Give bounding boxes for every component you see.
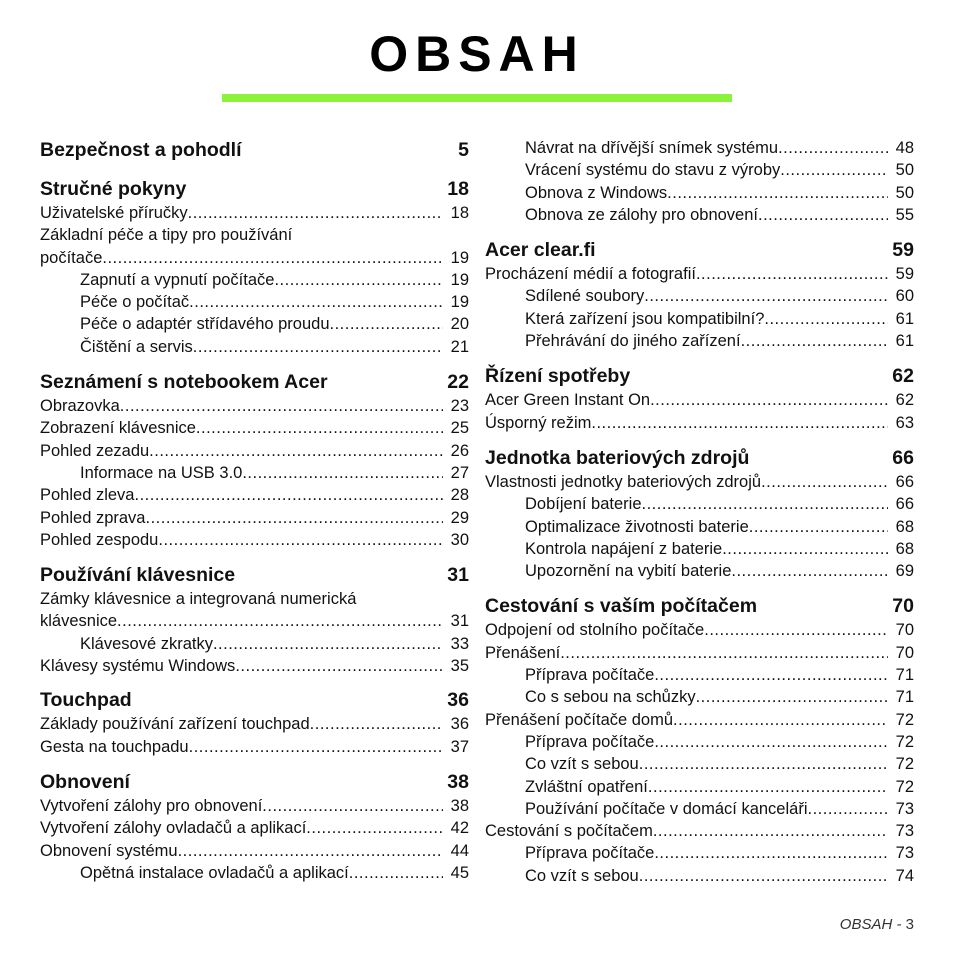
entry-page: 29 bbox=[450, 508, 469, 527]
entry-page: 19 bbox=[450, 293, 469, 312]
toc-entry[interactable] bbox=[485, 412, 914, 434]
toc-entry[interactable] bbox=[40, 610, 469, 632]
toc-entry[interactable] bbox=[485, 263, 914, 285]
toc-subentry[interactable] bbox=[485, 308, 914, 330]
entry-page: 55 bbox=[895, 205, 914, 224]
toc-subentry[interactable] bbox=[485, 798, 914, 820]
section-title: Bezpečnost a pohodlí bbox=[40, 139, 242, 161]
toc-entry[interactable] bbox=[40, 395, 469, 417]
toc-subentry[interactable] bbox=[40, 462, 469, 484]
entry-text: Procházení médií a fotografií bbox=[485, 265, 696, 284]
section-title: Stručné pokyny bbox=[40, 178, 187, 200]
toc-subentry[interactable] bbox=[485, 159, 914, 181]
entry-text: Obnova ze zálohy pro obnovení bbox=[525, 205, 758, 224]
toc-section[interactable] bbox=[485, 363, 914, 389]
toc-entry[interactable] bbox=[40, 529, 469, 551]
toc-entry[interactable] bbox=[40, 202, 469, 224]
entry-page: 71 bbox=[895, 666, 914, 685]
entry-text: Obnovení systému bbox=[40, 841, 178, 860]
toc-subentry[interactable] bbox=[485, 664, 914, 686]
toc-section[interactable] bbox=[40, 369, 469, 395]
entry-text: Přehrávání do jiného zařízení bbox=[525, 332, 741, 351]
section-title: Jednotka bateriových zdrojů bbox=[485, 446, 750, 469]
entry-page: 25 bbox=[450, 419, 469, 438]
entry-text: klávesnice bbox=[40, 612, 118, 631]
entry-page: 30 bbox=[450, 530, 469, 549]
entry-page: 28 bbox=[450, 486, 469, 505]
entry-text: Péče o adaptér střídavého proudu bbox=[80, 315, 330, 334]
entry-text: Příprava počítače bbox=[525, 844, 655, 863]
entry-text: Klávesy systému Windows bbox=[40, 657, 236, 676]
entry-text: Vlastnosti jednotky bateriových zdrojů bbox=[485, 472, 762, 491]
toc-entry[interactable] bbox=[40, 417, 469, 439]
entry-page: 37 bbox=[450, 737, 469, 756]
toc-subentry[interactable] bbox=[40, 336, 469, 358]
entry-page: 31 bbox=[450, 612, 469, 631]
section-title: Cestování s vaším počítačem bbox=[485, 595, 758, 618]
entry-text: Informace na USB 3.0 bbox=[80, 463, 243, 482]
footer-label: OBSAH - bbox=[839, 916, 902, 933]
section-page: 31 bbox=[447, 564, 469, 587]
entry-page: 70 bbox=[895, 621, 914, 640]
entry-page: 72 bbox=[895, 710, 914, 729]
toc-subentry[interactable] bbox=[485, 330, 914, 352]
entry-page: 18 bbox=[450, 204, 469, 222]
toc-subentry[interactable] bbox=[485, 516, 914, 538]
entry-text: Vytvoření zálohy ovladačů a aplikací bbox=[40, 819, 307, 838]
toc-entry[interactable] bbox=[485, 389, 914, 411]
entry-text: Čištění a servis bbox=[80, 337, 193, 356]
section-title: Touchpad bbox=[40, 689, 132, 712]
entry-page: 73 bbox=[895, 822, 914, 841]
toc-entry[interactable] bbox=[40, 713, 469, 735]
entry-page: 50 bbox=[895, 161, 914, 180]
section-title: Řízení spotřeby bbox=[485, 365, 631, 388]
entry-text: Obrazovka bbox=[40, 397, 120, 416]
section-page: 66 bbox=[892, 446, 914, 469]
toc-entry[interactable] bbox=[40, 795, 469, 817]
toc-subentry[interactable] bbox=[40, 313, 469, 335]
toc-right-column bbox=[485, 137, 914, 887]
entry-page: 27 bbox=[450, 463, 469, 482]
toc-section[interactable] bbox=[485, 237, 914, 263]
section-page: 62 bbox=[892, 365, 914, 388]
toc-entry[interactable] bbox=[485, 642, 914, 664]
toc-entry[interactable] bbox=[485, 619, 914, 641]
page-title: OBSAH bbox=[369, 26, 585, 82]
toc-section[interactable] bbox=[40, 176, 469, 202]
section-title: Acer clear.fi bbox=[485, 239, 596, 262]
entry-text: Vytvoření zálohy pro obnovení bbox=[40, 796, 263, 815]
entry-text: Používání počítače v domácí kanceláři bbox=[525, 799, 808, 818]
entry-page: 19 bbox=[450, 270, 469, 289]
entry-text: Uživatelské příručky bbox=[40, 204, 188, 222]
entry-page: 63 bbox=[895, 413, 914, 432]
entry-text: Pohled zezadu bbox=[40, 441, 150, 460]
section-page: 5 bbox=[458, 139, 469, 161]
entry-page: 68 bbox=[895, 517, 914, 536]
entry-text: Upozornění na vybití baterie bbox=[525, 562, 732, 581]
entry-page: 36 bbox=[450, 715, 469, 734]
entry-text: Optimalizace životnosti baterie bbox=[525, 517, 749, 536]
entry-page: 50 bbox=[895, 183, 914, 202]
toc-section[interactable] bbox=[40, 769, 469, 795]
toc-section[interactable] bbox=[40, 562, 469, 588]
toc-subentry[interactable] bbox=[485, 753, 914, 775]
toc-subentry[interactable] bbox=[485, 842, 914, 864]
toc-subentry[interactable] bbox=[485, 204, 914, 226]
entry-text: Základy používání zařízení touchpad bbox=[40, 715, 310, 734]
page-footer bbox=[840, 916, 914, 933]
entry-text: Acer Green Instant On bbox=[485, 391, 651, 410]
entry-text: Opětná instalace ovladačů a aplikací bbox=[80, 863, 349, 882]
entry-text: Zvláštní opatření bbox=[525, 777, 648, 796]
entry-page: 72 bbox=[895, 732, 914, 751]
entry-text: Co vzít s sebou bbox=[525, 866, 639, 885]
section-page: 22 bbox=[447, 371, 469, 394]
toc-subentry[interactable] bbox=[40, 269, 469, 291]
entry-page: 59 bbox=[895, 265, 914, 284]
entry-page: 68 bbox=[895, 539, 914, 558]
entry-text: Pohled zespodu bbox=[40, 530, 159, 549]
entry-page: 61 bbox=[895, 332, 914, 351]
entry-text: Pohled zleva bbox=[40, 486, 135, 505]
entry-text: Návrat na dřívější snímek systému bbox=[525, 139, 779, 157]
toc-entry[interactable] bbox=[40, 247, 469, 269]
section-title: Obnovení bbox=[40, 770, 130, 793]
toc-subentry[interactable] bbox=[485, 865, 914, 887]
toc-entry-line[interactable]: Zámky klávesnice a integrovaná numerická bbox=[40, 590, 357, 609]
entry-text: Sdílené soubory bbox=[525, 287, 645, 306]
entry-page: 60 bbox=[895, 287, 914, 306]
entry-text: Vrácení systému do stavu z výroby bbox=[525, 161, 781, 180]
entry-text: Kontrola napájení z baterie bbox=[525, 539, 723, 558]
entry-text: Dobíjení baterie bbox=[525, 495, 642, 514]
entry-page: 66 bbox=[895, 495, 914, 514]
section-page: 18 bbox=[447, 178, 469, 200]
section-page: 38 bbox=[447, 770, 469, 793]
entry-page: 72 bbox=[895, 755, 914, 774]
toc-left-column bbox=[40, 137, 469, 884]
entry-page: 19 bbox=[450, 248, 469, 267]
toc-subentry[interactable] bbox=[40, 291, 469, 313]
toc-entry-line[interactable]: Základní péče a tipy pro používání bbox=[40, 226, 293, 245]
toc-subentry[interactable] bbox=[40, 862, 469, 884]
entry-page: 73 bbox=[895, 799, 914, 818]
entry-page: 21 bbox=[450, 337, 469, 356]
entry-page: 48 bbox=[895, 139, 914, 157]
entry-text: Klávesové zkratky bbox=[80, 634, 213, 653]
entry-text: Co s sebou na schůzky bbox=[525, 688, 696, 707]
entry-page: 23 bbox=[450, 397, 469, 416]
entry-text: Gesta na touchpadu bbox=[40, 737, 189, 756]
entry-page: 72 bbox=[895, 777, 914, 796]
toc-subentry[interactable] bbox=[485, 493, 914, 515]
entry-text: Obnova z Windows bbox=[525, 183, 668, 202]
entry-page: 42 bbox=[450, 819, 469, 838]
entry-text: Příprava počítače bbox=[525, 666, 655, 685]
entry-text: Která zařízení jsou kompatibilní? bbox=[525, 309, 765, 328]
section-page: 59 bbox=[892, 239, 914, 262]
toc-subentry[interactable] bbox=[485, 137, 914, 159]
entry-text: Zobrazení klávesnice bbox=[40, 419, 196, 438]
entry-page: 44 bbox=[450, 841, 469, 860]
entry-page: 69 bbox=[895, 562, 914, 581]
entry-page: 70 bbox=[895, 643, 914, 662]
toc-entry[interactable] bbox=[40, 484, 469, 506]
entry-page: 26 bbox=[450, 441, 469, 460]
toc-entry[interactable] bbox=[40, 507, 469, 529]
toc-subentry[interactable] bbox=[485, 182, 914, 204]
entry-text: Přenášení počítače domů bbox=[485, 710, 674, 729]
entry-text: počítače bbox=[40, 248, 103, 267]
toc-subentry[interactable] bbox=[485, 285, 914, 307]
entry-text: Úsporný režim bbox=[485, 413, 592, 432]
toc-entry[interactable] bbox=[40, 655, 469, 677]
toc-entry[interactable] bbox=[485, 820, 914, 842]
entry-text: Co vzít s sebou bbox=[525, 755, 639, 774]
toc-section[interactable] bbox=[40, 687, 469, 713]
entry-page: 61 bbox=[895, 309, 914, 328]
section-page: 70 bbox=[892, 595, 914, 618]
entry-page: 35 bbox=[450, 657, 469, 676]
entry-text: Přenášení bbox=[485, 643, 561, 662]
entry-text: Cestování s počítačem bbox=[485, 822, 653, 841]
toc-section[interactable] bbox=[40, 137, 469, 163]
toc-entry[interactable] bbox=[40, 736, 469, 758]
entry-text: Odpojení od stolního počítače bbox=[485, 621, 705, 640]
entry-text: Příprava počítače bbox=[525, 732, 655, 751]
entry-page: 45 bbox=[450, 863, 469, 882]
entry-page: 33 bbox=[450, 634, 469, 653]
entry-page: 38 bbox=[450, 796, 469, 815]
entry-text: Zapnutí a vypnutí počítače bbox=[80, 270, 275, 289]
toc-entry[interactable] bbox=[40, 440, 469, 462]
entry-page: 20 bbox=[450, 315, 469, 334]
section-title: Seznámení s notebookem Acer bbox=[40, 371, 328, 394]
toc-entry[interactable] bbox=[485, 471, 914, 493]
entry-page: 62 bbox=[895, 391, 914, 410]
section-title: Používání klávesnice bbox=[40, 564, 236, 587]
toc-subentry[interactable] bbox=[40, 633, 469, 655]
entry-page: 66 bbox=[895, 472, 914, 491]
entry-page: 74 bbox=[895, 866, 914, 885]
toc-subentry[interactable] bbox=[485, 731, 914, 753]
section-page: 36 bbox=[447, 689, 469, 712]
footer-page-number: 3 bbox=[905, 916, 914, 933]
toc-entry[interactable] bbox=[40, 817, 469, 839]
toc-section[interactable] bbox=[485, 445, 914, 471]
toc-entry[interactable] bbox=[40, 840, 469, 862]
entry-page: 71 bbox=[895, 688, 914, 707]
entry-text: Péče o počítač bbox=[80, 293, 190, 312]
toc-subentry[interactable] bbox=[485, 776, 914, 798]
toc-subentry[interactable] bbox=[485, 538, 914, 560]
toc-subentry[interactable] bbox=[485, 686, 914, 708]
toc-section[interactable] bbox=[485, 593, 914, 619]
entry-page: 73 bbox=[895, 844, 914, 863]
title-underline bbox=[222, 94, 732, 102]
toc-subentry[interactable] bbox=[485, 560, 914, 582]
entry-text: Pohled zprava bbox=[40, 508, 146, 527]
toc-entry[interactable] bbox=[485, 709, 914, 731]
